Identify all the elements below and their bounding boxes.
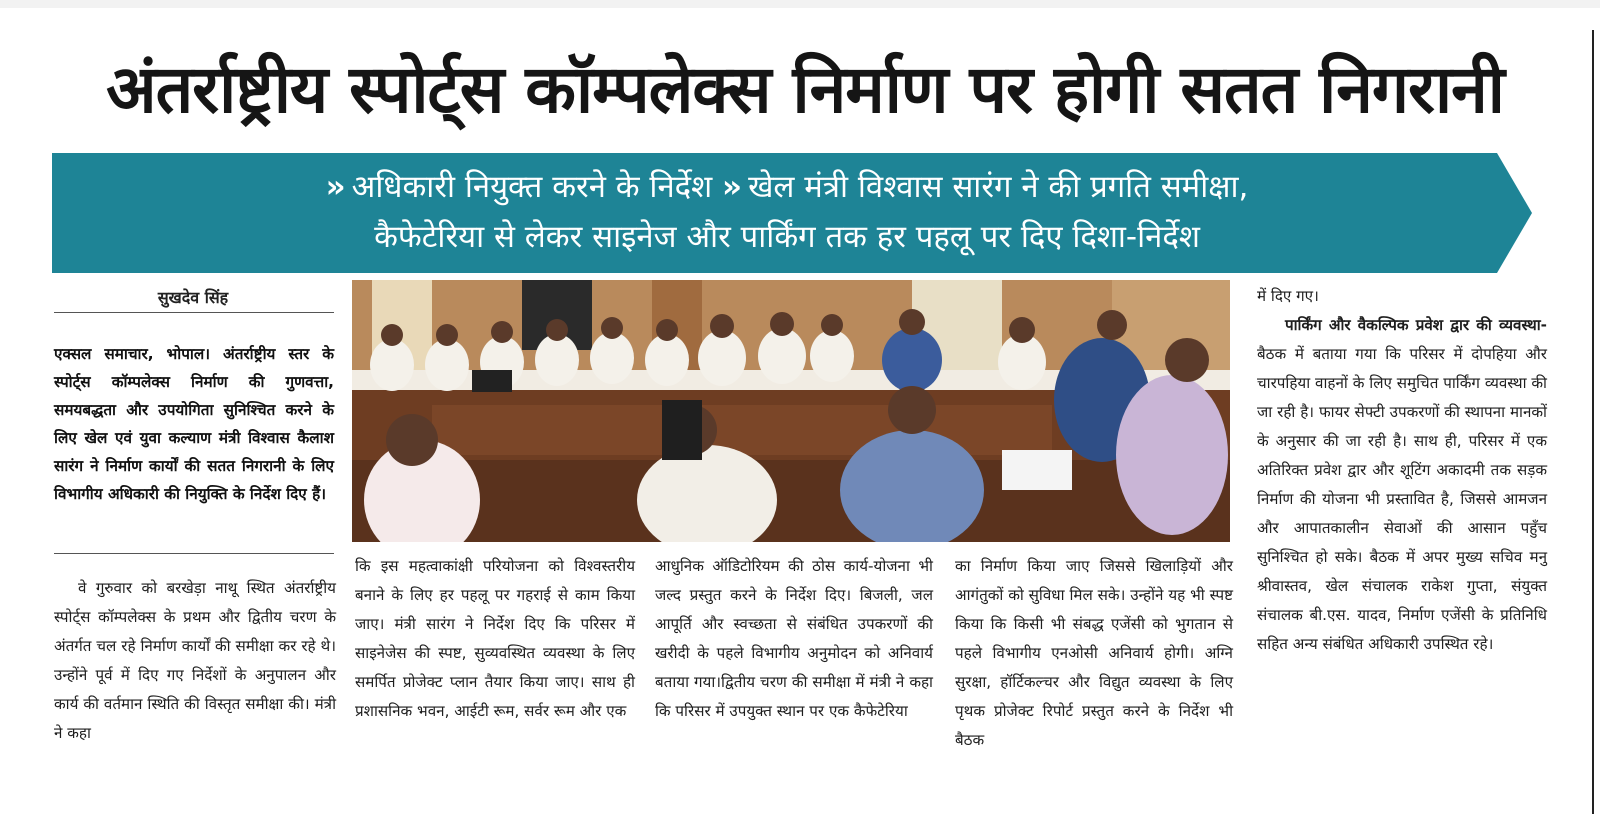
article-column-2: कि इस महत्वाकांक्षी परियोजना को विश्वस्तरीय बनाने के लिए हर पहलू पर गहराई से काम किया जाए। मंत्री सारंग ने निर्देश दिए कि परिसर में साइनेजेस की स्पष्ट, सुव्यवस्थित व्यवस्था के लिए समर्पित प्रोजेक्ट प्लान तैयार किया जाए। साथ ही प्रशासनिक भवन, आईटी रूम, सर्वर रूम और एक — [355, 557, 635, 720]
column-edge-rule — [1592, 30, 1594, 814]
column-5-paragraph — [1257, 311, 1547, 659]
bullet-icon: » — [722, 169, 743, 205]
article-column-3: आधुनिक ऑडिटोरियम की ठोस कार्य-योजना भी जल्द प्रस्तुत करने के निर्देश दिए। बिजली, जल आपूर्ति और स्वच्छता से संबंधित उपकरणों की खरीदी के पहले विभागीय अनुमोदन को अनिवार्य बताया गया।द्वितीय चरण की समीक्षा में मंत्री ने कहा कि परिसर में उपयुक्त स्थान पर एक कैफेटेरिया — [655, 557, 933, 720]
article-column-5 — [1257, 282, 1547, 659]
parking-subheading: पार्किंग और वैकल्पिक प्रवेश द्वार की व्यवस्था- — [1285, 316, 1547, 334]
bullet-icon: » — [325, 169, 346, 205]
meeting-photo — [352, 280, 1230, 542]
byline-rule — [54, 312, 334, 313]
intro-rule — [54, 553, 334, 554]
parking-body: बैठक में बताया गया कि परिसर में दोपहिया और चारपहिया वाहनों के लिए समुचित पार्किंग व्यवस्था की जा रही है। फायर सेफ्टी उपकरणों की स्थापना मानकों के अनुसार की जा रही है। साथ ही, परिसर में एक अतिरिक्त प्रवेश द्वार और शूटिंग अकादमी तक सड़क निर्माण की योजना भी प्रस्तावित है, जिससे आमजन और आपातकालीन सेवाओं की आसान पहुँच सुनिश्चित हो सके। बैठक में अपर मुख्य सचिव मनु श्रीवास्तव, खेल संचालक राकेश गुप्ता, संयुक्त संचालक बी.एस. यादव, निर्माण एजेंसी के प्रतिनिधि सहित अन्य संबंधित अधिकारी उपस्थित रहे। — [1257, 345, 1547, 653]
banner-line-1 — [52, 165, 1522, 207]
banner-text-1b: खेल मंत्री विश्वास सारंग ने की प्रगति समीक्षा, — [748, 169, 1249, 205]
meeting-photo-illustration — [352, 280, 1230, 542]
subheadline-banner — [52, 153, 1562, 273]
top-strip — [0, 0, 1600, 8]
headline: अंतर्राष्ट्रीय स्पोर्ट्स कॉम्पलेक्स निर्माण पर होगी सतत निगरानी — [106, 51, 1504, 128]
article-column-1: वे गुरुवार को बरखेड़ा नाथू स्थित अंतर्राष्ट्रीय स्पोर्ट्स कॉम्पलेक्स के प्रथम और द्वितीय चरण के अंतर्गत चल रहे निर्माण कार्यों की समीक्षा कर रहे थे। उन्होंने पूर्व में दिए गए निर्देशों के अनुपालन और कार्य की वर्तमान स्थिति की विस्तृत समीक्षा की। मंत्री ने कहा — [54, 579, 336, 742]
article-column-4: का निर्माण किया जाए जिससे खिलाड़ियों और आगंतुकों को सुविधा मिल सके। उन्होंने यह भी स्पष्ट किया कि किसी भी संबद्ध एजेंसी को भुगतान से पहले विभागीय एनओसी अनिवार्य होगी। अग्नि सुरक्षा, हॉर्टिकल्चर और विद्युत व्यवस्था के लिए पृथक प्रोजेक्ट रिपोर्ट प्रस्तुत करने के निर्देश भी बैठक — [955, 557, 1233, 749]
column-5-start: में दिए गए। — [1257, 287, 1319, 305]
intro-paragraph: एक्सल समाचार, भोपाल। अंतर्राष्ट्रीय स्तर के स्पोर्ट्स कॉम्पलेक्स निर्माण की गुणवत्ता, समयबद्धता और उपयोगिता सुनिश्चित करने के लिए खेल एवं युवा कल्याण मंत्री विश्वास कैलाश सारंग ने निर्माण कार्यों की सतत निगरानी के लिए विभागीय अधिकारी की नियुक्ति के निर्देश दिए हैं। — [54, 345, 334, 503]
banner-text-1a: अधिकारी नियुक्त करने के निर्देश — [351, 169, 713, 205]
banner-line-2: कैफेटेरिया से लेकर साइनेज और पार्किंग तक हर पहलू पर दिए दिशा-निर्देश — [374, 219, 1200, 255]
byline: सुखदेव सिंह — [157, 288, 229, 307]
